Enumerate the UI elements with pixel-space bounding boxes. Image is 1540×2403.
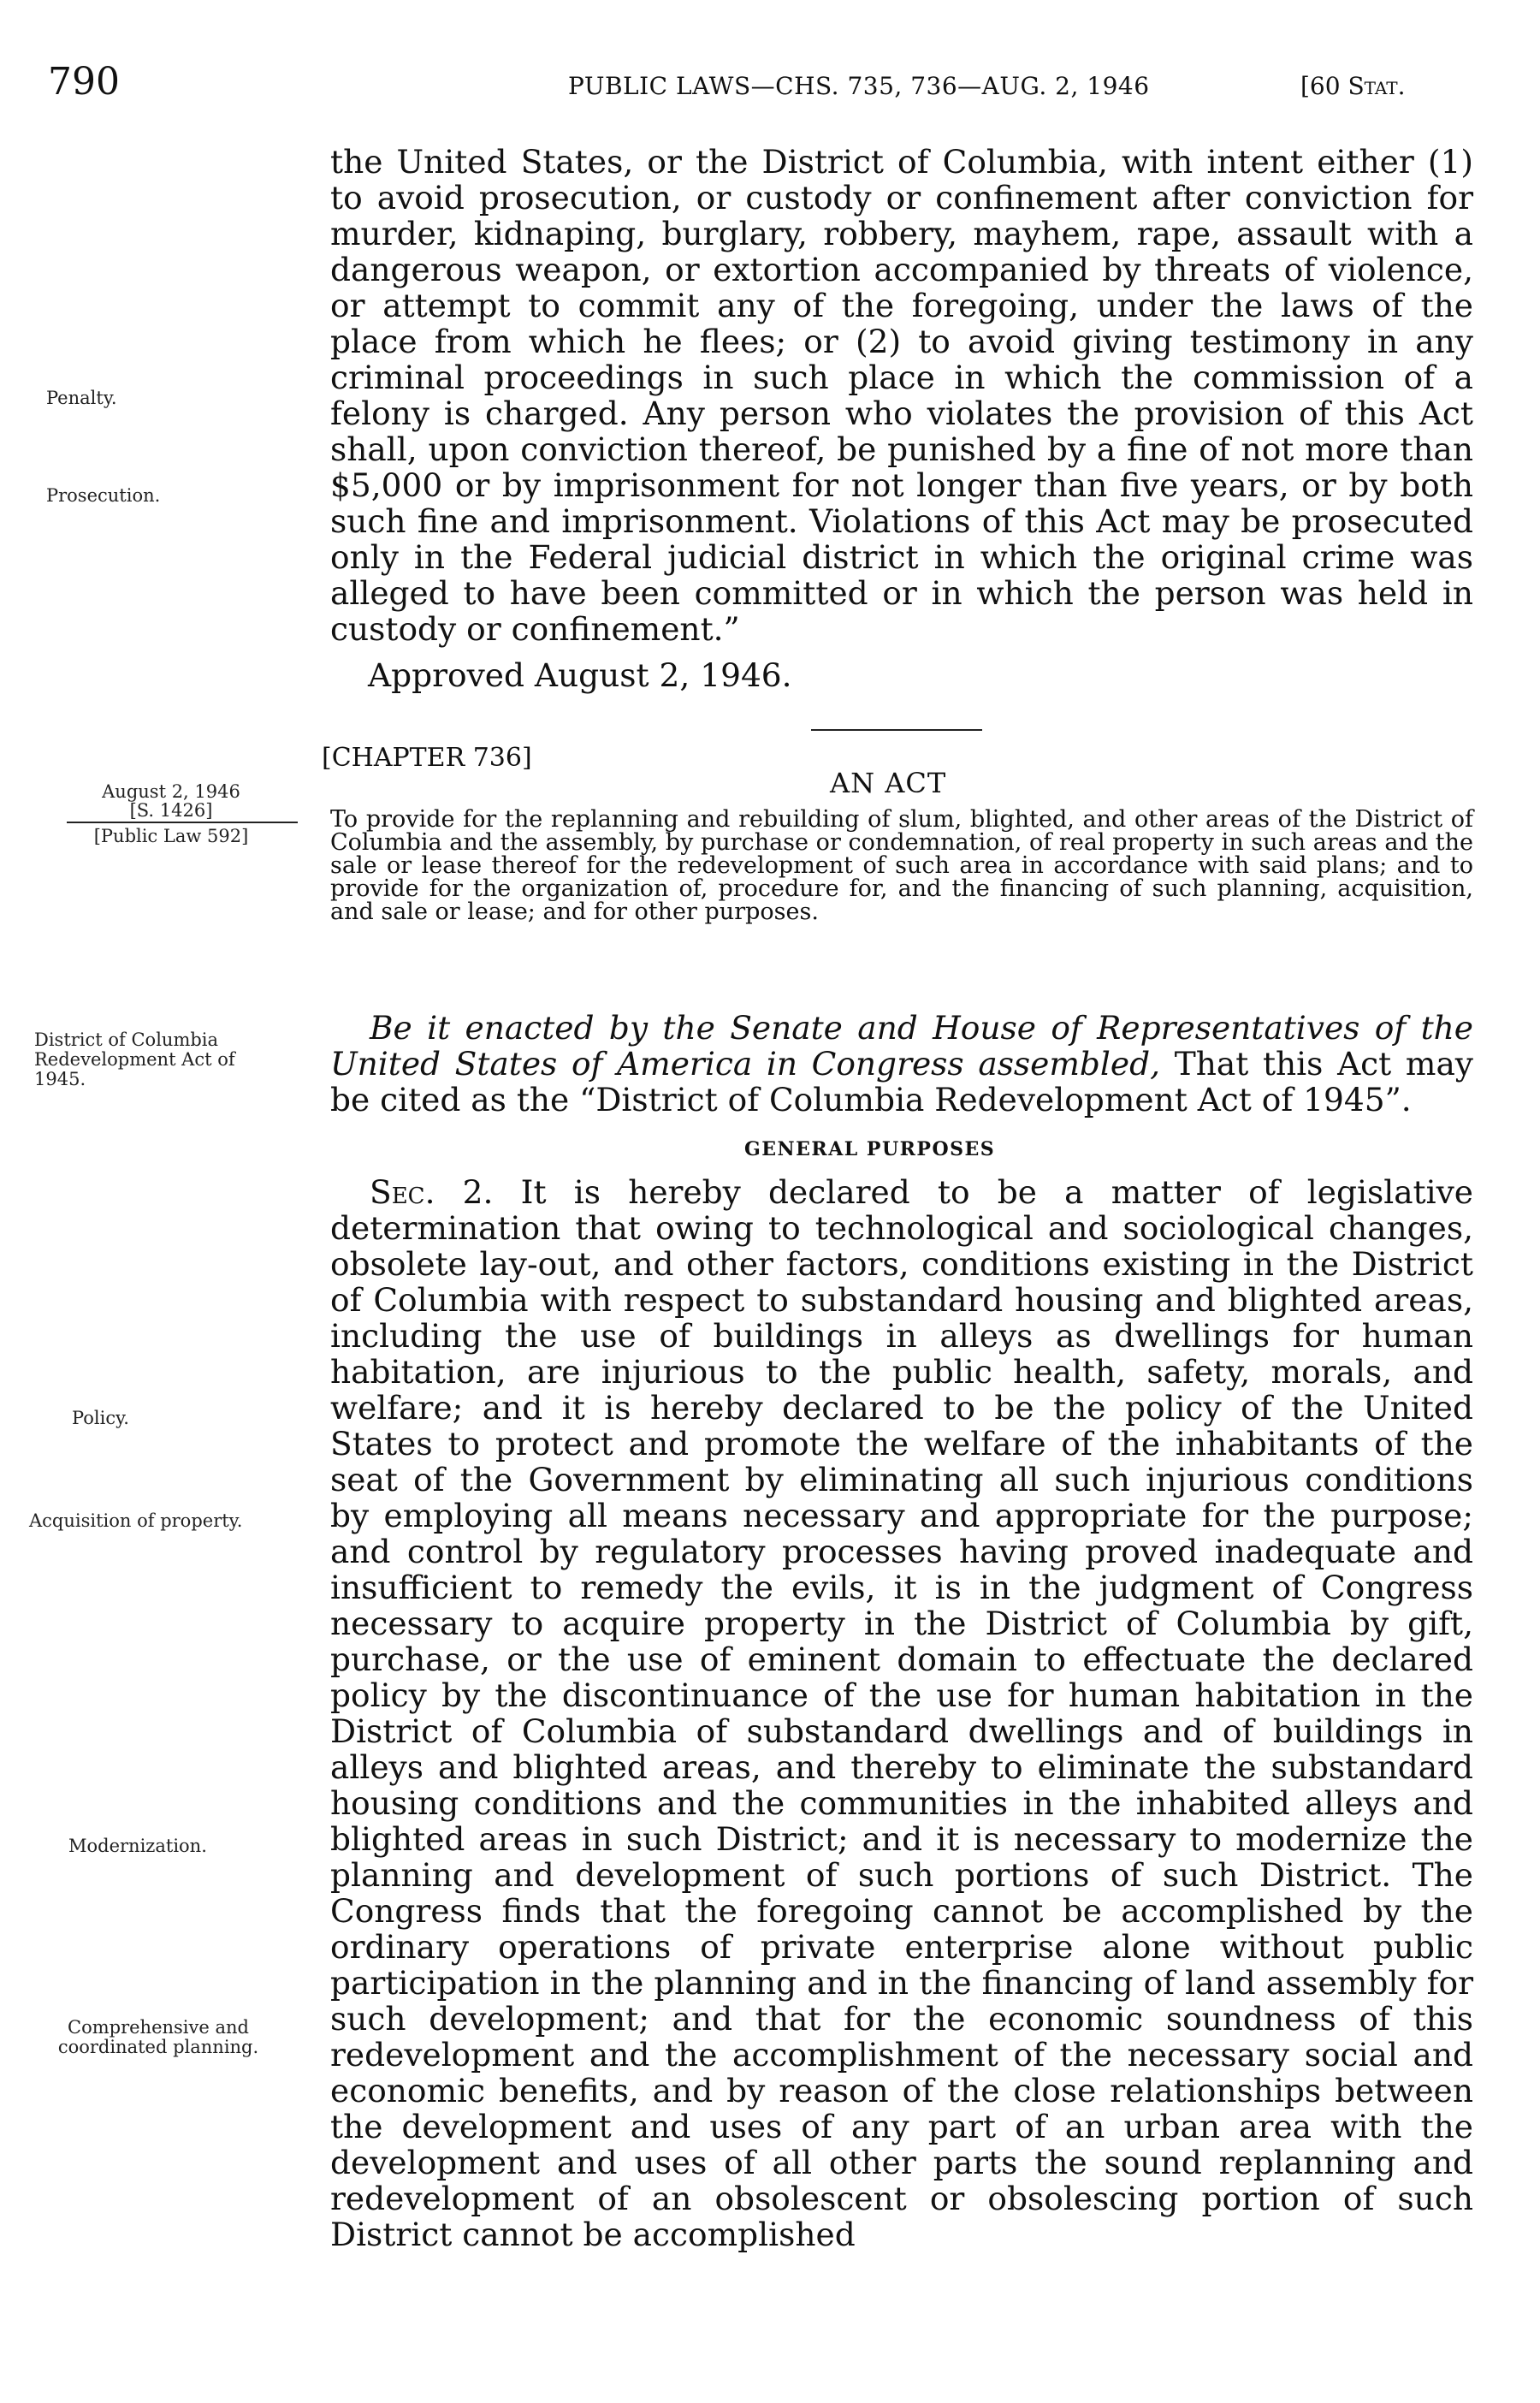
- enacting-clause: [330, 1010, 1473, 1118]
- section-2-label: Sec. 2.: [370, 1173, 494, 1211]
- page-number: 790: [48, 60, 120, 104]
- running-head: PUBLIC LAWS—CHS. 735, 736—AUG. 2, 1946: [568, 72, 1150, 100]
- section-heading: GENERAL PURPOSES: [744, 1138, 996, 1160]
- margin-note-bill: [S. 1426]: [129, 800, 213, 821]
- margin-note-public-law: [Public Law 592]: [93, 826, 249, 846]
- act-description-text: To provide for the replanning and rebuilding of slum, blighted, and other areas of the District of Columbia and the assembly, by purchase or condemnation, of real property in such areas and the sale or lease thereof for the redevelopment of such area in accordance with said plans; and to provide for the organization of, procedure for, and the financing of such planning, acquisition, and sale or lease; and for other purposes.: [330, 806, 1473, 925]
- enacting-italic: Be it enacted by the Senate and House of Representatives of the United States of America in Congress assembled,: [330, 1009, 1473, 1083]
- margin-note-act-name: District of Columbia Redevelopment Act of 1945.: [34, 1029, 235, 1089]
- margin-note-prosecution: Prosecution.: [46, 485, 161, 506]
- chapter-735-text: [330, 144, 1473, 693]
- enacting-rest: That this Act may be cited as the “District of Columbia Redevelopment Act of 1945”.: [330, 1045, 1473, 1118]
- margin-note-acquisition: Acquisition of property.: [29, 1510, 243, 1531]
- margin-rule: [67, 822, 298, 823]
- approved-line: Approved August 2, 1946.: [368, 656, 792, 694]
- act-title: AN ACT: [830, 767, 947, 799]
- volume-reference: [60 Stat.: [1300, 72, 1406, 100]
- act-description: [330, 808, 1473, 923]
- chapter-735-paragraph: the United States, or the District of Columbia, with intent either (1) to avoid prosecution, or custody or confinement after conviction for murder, kidnaping, burglary, robbery, mayhem, rape, assault with a dangerous weapon, or extortion accompanied by threats of violence, or attempt to commit any of the foregoing, under the laws of the place from which he flees; or (2) to avoid giving testimony in any criminal proceedings in such place in which the commission of a felony is charged. Any person who violates the provision of this Act shall, upon conviction thereof, be punished by a fine of not more than $5,000 or by imprisonment for not longer than five years, or by both such fine and imprisonment. Violations of this Act may be prosecuted only in the Federal judicial district in which the original crime was alleged to have been committed or in which the person was held in custody or confinement.”: [330, 143, 1473, 648]
- margin-note-comprehensive: Comprehensive and coordinated planning.: [57, 2017, 259, 2057]
- margin-note-date: August 2, 1946: [102, 781, 240, 802]
- margin-note-modernization: Modernization.: [68, 1836, 207, 1856]
- chapter-label: [CHAPTER 736]: [322, 743, 532, 773]
- section-2-text: It is hereby declared to be a matter of legislative determination that owing to technological and sociological changes, obsolete lay-out, and other factors, conditions existing in the District of Columbia with respect to substandard housing and blighted areas, including the use of buildings in alleys as dwellings for human habitation, are injurious to the public health, safety, morals, and welfare; and it is hereby declared to be the policy of the United States to protect and promote the welfare of the inhabitants of the seat of the Government by eliminating all such injurious conditions by employing all means necessary and appropriate for the purpose; and control by regulatory processes having proved inadequate and insufficient to remedy the evils, it is in the judgment of Congress necessary to acquire property in the District of Columbia by gift, purchase, or the use of eminent domain to effectuate the declared policy by the discontinuance of the use for human habitation in the District of Columbia of substandard dwellings and of buildings in alleys and blighted areas, and thereby to eliminate the substandard housing conditions and the communities in the inhabited alleys and blighted areas in such District; and it is necessary to modernize the planning and development of such portions of such District. The Congress finds that the foregoing cannot be accomplished by the ordinary operations of private enterprise alone without public participation in the planning and in the financing of land assembly for such development; and that for the economic soundness of this redevelopment and the accomplishment of the necessary social and economic benefits, and by reason of the close relationships between the development and uses of any part of an urban area with the development and uses of all other parts the sound replanning and redevelopment of an obsolescent or obsolescing portion of such District cannot be accomplished: [330, 1173, 1473, 2253]
- section-2: [330, 1174, 1473, 2252]
- margin-note-policy: Policy.: [72, 1408, 129, 1428]
- margin-note-penalty: Penalty.: [46, 388, 117, 408]
- chapter-divider-rule: [811, 729, 982, 731]
